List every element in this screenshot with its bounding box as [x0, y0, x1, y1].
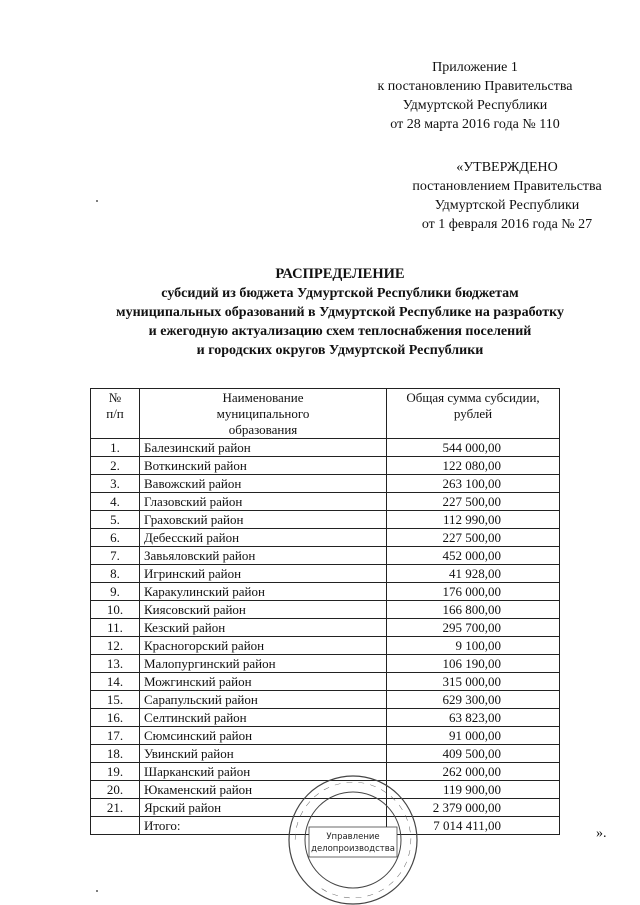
- row-subsidy-sum: 262 000,00: [387, 763, 560, 781]
- row-number: 10.: [91, 601, 140, 619]
- row-municipality: Воткинский район: [140, 457, 387, 475]
- row-municipality: Вавожский район: [140, 475, 387, 493]
- appendix-line-4: от 28 марта 2016 года № 110: [390, 117, 560, 132]
- table-row: [91, 493, 560, 511]
- table-row: [91, 745, 560, 763]
- heading-line-3: и ежегодную актуализацию схем теплоснабжения поселений: [148, 324, 532, 339]
- row-subsidy-sum: 91 000,00: [387, 727, 560, 745]
- header-number-line-2: п/п: [106, 406, 124, 421]
- row-number: 18.: [91, 745, 140, 763]
- approved-line-1: «УТВЕРЖДЕНО: [456, 160, 558, 175]
- table-row: [91, 547, 560, 565]
- row-municipality: Киясовский район: [140, 601, 387, 619]
- appendix-line-2: к постановлению Правительства: [377, 79, 573, 94]
- header-number-line-1: №: [108, 390, 122, 405]
- row-municipality: Каракулинский район: [140, 583, 387, 601]
- table-row: [91, 475, 560, 493]
- row-municipality: Сюмсинский район: [140, 727, 387, 745]
- row-number: 5.: [91, 511, 140, 529]
- row-number: 17.: [91, 727, 140, 745]
- document-heading: [80, 265, 600, 360]
- row-municipality: Балезинский район: [140, 439, 387, 457]
- table-row: [91, 511, 560, 529]
- row-municipality: Дебесский район: [140, 529, 387, 547]
- row-subsidy-sum: 544 000,00: [387, 439, 560, 457]
- header-name: [140, 389, 387, 439]
- table-row: [91, 691, 560, 709]
- row-number: 9.: [91, 583, 140, 601]
- row-subsidy-sum: 7 014 411,00: [387, 817, 560, 835]
- row-subsidy-sum: 119 900,00: [387, 781, 560, 799]
- office-stamp: [283, 775, 423, 905]
- row-subsidy-sum: 315 000,00: [387, 673, 560, 691]
- appendix-block: [320, 58, 630, 134]
- row-subsidy-sum: 122 080,00: [387, 457, 560, 475]
- row-number: 7.: [91, 547, 140, 565]
- row-municipality: Кезский район: [140, 619, 387, 637]
- row-number: 11.: [91, 619, 140, 637]
- heading-line-4: и городских округов Удмуртской Республики: [196, 343, 484, 358]
- approved-line-3: Удмуртской Республики: [434, 198, 580, 213]
- row-subsidy-sum: 176 000,00: [387, 583, 560, 601]
- approved-block: [372, 158, 640, 234]
- row-number: 2.: [91, 457, 140, 475]
- header-sum: [387, 389, 560, 439]
- row-number: 6.: [91, 529, 140, 547]
- row-number: 15.: [91, 691, 140, 709]
- row-municipality: Увинский район: [140, 745, 387, 763]
- table-row: [91, 655, 560, 673]
- row-municipality: Граховский район: [140, 511, 387, 529]
- header-name-line-2: муниципального: [216, 406, 310, 421]
- row-municipality: Юкаменский район: [140, 781, 387, 799]
- row-number: 4.: [91, 493, 140, 511]
- header-name-line-3: образования: [228, 422, 298, 437]
- row-subsidy-sum: 227 500,00: [387, 529, 560, 547]
- row-municipality: Красногорский район: [140, 637, 387, 655]
- row-municipality: Итого:: [140, 817, 387, 835]
- table-row: [91, 457, 560, 475]
- table-row: [91, 619, 560, 637]
- appendix-line-1: Приложение 1: [432, 60, 518, 75]
- table-row: [91, 709, 560, 727]
- header-sum-line-2: рублей: [453, 406, 493, 421]
- header-sum-line-1: Общая сумма субсидии,: [406, 390, 540, 405]
- row-subsidy-sum: 106 190,00: [387, 655, 560, 673]
- heading-line-1: субсидий из бюджета Удмуртской Республики бюджетам: [161, 286, 519, 301]
- row-municipality: Сарапульский район: [140, 691, 387, 709]
- row-number: 20.: [91, 781, 140, 799]
- document-title: РАСПРЕДЕЛЕНИЕ: [275, 266, 405, 282]
- row-municipality: Глазовский район: [140, 493, 387, 511]
- row-number: 8.: [91, 565, 140, 583]
- row-subsidy-sum: 2 379 000,00: [387, 799, 560, 817]
- table-row: [91, 637, 560, 655]
- table-row: [91, 601, 560, 619]
- closing-quote: ».: [596, 826, 607, 841]
- header-name-line-1: Наименование: [222, 390, 304, 405]
- approved-line-2: постановлением Правительства: [412, 179, 602, 194]
- table-row: [91, 727, 560, 745]
- row-number: 1.: [91, 439, 140, 457]
- row-subsidy-sum: 112 990,00: [387, 511, 560, 529]
- scan-speck: [96, 200, 98, 202]
- row-municipality: Можгинский район: [140, 673, 387, 691]
- table-row: [91, 673, 560, 691]
- stamp-line-1: Управление: [326, 832, 380, 842]
- row-subsidy-sum: 263 100,00: [387, 475, 560, 493]
- row-municipality: Завьяловский район: [140, 547, 387, 565]
- approved-line-4: от 1 февраля 2016 года № 27: [421, 217, 593, 232]
- table-row: [91, 583, 560, 601]
- row-municipality: Игринский район: [140, 565, 387, 583]
- row-subsidy-sum: 629 300,00: [387, 691, 560, 709]
- scan-speck: [96, 890, 98, 892]
- row-number: 13.: [91, 655, 140, 673]
- row-subsidy-sum: 63 823,00: [387, 709, 560, 727]
- row-number: 19.: [91, 763, 140, 781]
- row-number: 12.: [91, 637, 140, 655]
- row-subsidy-sum: 227 500,00: [387, 493, 560, 511]
- distribution-table: [90, 388, 560, 835]
- row-subsidy-sum: 295 700,00: [387, 619, 560, 637]
- header-number: [91, 389, 140, 439]
- table-row: [91, 439, 560, 457]
- row-subsidy-sum: 41 928,00: [387, 565, 560, 583]
- svg-text:— — — — — — — — — — — — — — —: — — — — — — — — — — — — — — — — — — — — — — — — — —: [290, 777, 416, 903]
- row-subsidy-sum: 166 800,00: [387, 601, 560, 619]
- table-row: [91, 565, 560, 583]
- table-header-row: [91, 389, 560, 439]
- row-number: 16.: [91, 709, 140, 727]
- row-subsidy-sum: 9 100,00: [387, 637, 560, 655]
- row-number: 14.: [91, 673, 140, 691]
- row-number: [91, 817, 140, 835]
- table-row: [91, 529, 560, 547]
- row-number: 21.: [91, 799, 140, 817]
- row-number: 3.: [91, 475, 140, 493]
- row-municipality: Шарканский район: [140, 763, 387, 781]
- row-subsidy-sum: 452 000,00: [387, 547, 560, 565]
- heading-line-2: муниципальных образований в Удмуртской Республике на разработку: [116, 305, 564, 320]
- stamp-line-2: делопроизводства: [311, 844, 395, 854]
- row-municipality: Малопургинский район: [140, 655, 387, 673]
- row-subsidy-sum: 409 500,00: [387, 745, 560, 763]
- row-municipality: Ярский район: [140, 799, 387, 817]
- appendix-line-3: Удмуртской Республики: [402, 98, 548, 113]
- row-municipality: Селтинский район: [140, 709, 387, 727]
